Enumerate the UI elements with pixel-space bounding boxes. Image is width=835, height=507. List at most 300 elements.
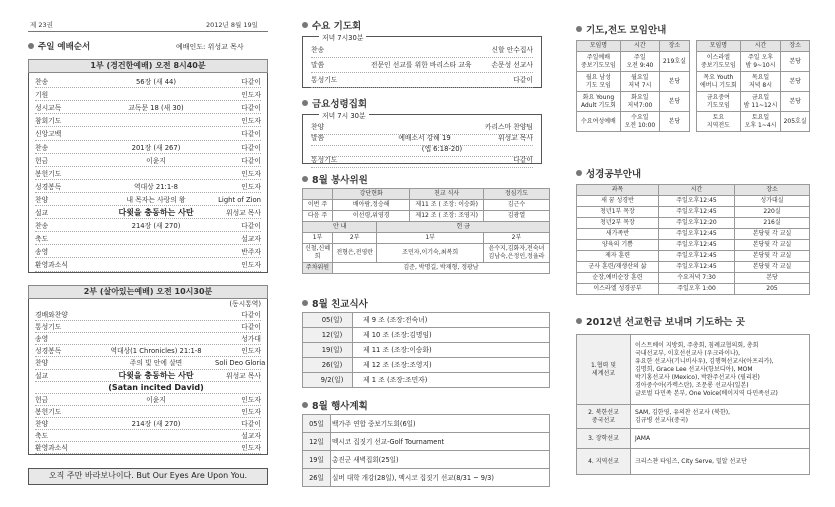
bible-cell: 주일오후12:20 xyxy=(659,218,735,229)
bible-cell: 순장,예비순장 훈련 xyxy=(577,273,659,284)
order-detail: 이윤지 xyxy=(146,395,166,404)
order-detail: 교독문 18 (새 30) xyxy=(128,104,184,113)
event-cell: 05일 xyxy=(303,415,331,433)
program-detail: 예배소서 강해 19 xyxy=(398,133,451,142)
order-leader: 성가대 xyxy=(241,335,261,344)
bible-cell: 주일오후12:45 xyxy=(659,207,735,218)
servers-cell: 전형은,전영란 xyxy=(333,244,377,263)
fellowship-cell: 9/2(일) xyxy=(303,373,353,388)
prayer-cell: 목요 Youth 에버니 기도회 xyxy=(697,72,741,92)
mission-cell: 크리스챤 타임즈, City Serve, 밀알 선교단 xyxy=(631,449,810,475)
servers-cell: 윤수지,김화자,전숙녀 김남숙,은정인,정율라 xyxy=(483,244,549,263)
wednesday-box xyxy=(302,36,542,88)
order-detail xyxy=(97,333,215,344)
order-detail: 역대상(1 Chronicles) 21:1-8 xyxy=(110,347,202,356)
order-item: 찬양 xyxy=(35,419,49,428)
bible-cell: 군사 훈련/재생산의 삶 xyxy=(577,262,659,273)
order-leader: 위성교 목사 xyxy=(226,371,261,380)
order-detail: 214장 (새 270) xyxy=(131,419,181,428)
prayer-col: 모임명 xyxy=(577,41,621,52)
bible-cell: 주일오후12:45 xyxy=(659,196,735,207)
prayer-cell: 화요 Young Adult 기도회 xyxy=(577,92,621,112)
order-leader: Soli Deo Gloria xyxy=(215,359,266,368)
table-row xyxy=(577,262,810,273)
bible-cell: 제자 훈련 xyxy=(577,251,659,262)
order-row xyxy=(35,102,261,114)
program-leader: 손문성 선교사 xyxy=(491,60,533,69)
order-row xyxy=(35,220,261,232)
program-detail: (엡 6:18-20) xyxy=(421,144,463,153)
bible-cell: 본당뒷 각 교실 xyxy=(735,240,810,251)
order-item: 성시교독 xyxy=(35,104,62,113)
order-row xyxy=(35,418,261,430)
mission-title: 2012년 선교헌금 보내며 기도하는 곳 xyxy=(586,317,745,328)
servers-cell: 조민자,이기숙,최복희 xyxy=(377,244,483,263)
fellowship-cell: 19(일) xyxy=(303,343,353,358)
friday-heading xyxy=(302,96,367,110)
servers-table-wrap xyxy=(302,188,550,274)
mission-heading xyxy=(576,314,745,328)
first-service-box xyxy=(28,59,268,273)
servers-cell: 주차위원 xyxy=(303,263,333,274)
bible-cell: 주일오후12:45 xyxy=(659,229,735,240)
prayer-col: 장소 xyxy=(781,41,810,52)
servers-cell: 제12 조 ( 조장: 조영지) xyxy=(410,211,483,222)
bullet-icon xyxy=(576,318,582,324)
mission-cell: JAMA xyxy=(631,429,810,449)
prayer-col: 장소 xyxy=(659,41,689,52)
order-detail xyxy=(97,309,215,320)
prayer-right-table xyxy=(696,40,810,132)
order-row xyxy=(35,115,261,127)
order-item: 송영 xyxy=(35,248,49,257)
fellowship-cell: 12(일) xyxy=(303,328,353,343)
program-row xyxy=(311,72,533,88)
servers-cell: 김준, 박명길, 박재형, 정광남 xyxy=(333,263,550,274)
servers-cell: 김근수 xyxy=(483,200,549,211)
program-item: 말씀 xyxy=(311,60,325,69)
order-leader: 반주자 xyxy=(241,248,261,257)
servers-col: 강단현화 xyxy=(333,189,410,200)
bible-cell: 본당 xyxy=(735,273,810,284)
prayer-cell: 월요 남성 기도 모임 xyxy=(577,72,621,92)
table-row xyxy=(577,112,690,132)
order-detail xyxy=(97,406,215,417)
servers-subcol: 1부 xyxy=(303,233,333,244)
order-row xyxy=(35,259,261,271)
prayer-cell: 토요 지역전도 xyxy=(697,112,741,132)
table-row xyxy=(577,335,810,405)
fellowship-cell: 26(일) xyxy=(303,358,353,373)
bullet-icon xyxy=(302,176,308,182)
first-service-title: 1부 (경건한예배) 오전 8시40분 xyxy=(28,59,268,73)
order-detail xyxy=(97,128,215,139)
program-leader: 신할 안수집사 xyxy=(491,45,533,54)
prayer-cell: 목요일 저녁 8시 xyxy=(740,72,781,92)
mission-cell: 4. 지역선교 xyxy=(577,449,631,475)
order-row xyxy=(35,394,261,406)
table-row xyxy=(577,284,810,295)
program-row xyxy=(311,152,533,168)
fellowship-cell: 제 11 조 (조장:이승화) xyxy=(353,343,550,358)
table-row xyxy=(577,240,810,251)
order-leader: 인도자 xyxy=(241,395,261,404)
order-leader: 위성교 목사 xyxy=(226,209,261,217)
table-row xyxy=(697,72,810,92)
order-item: 설교 xyxy=(35,209,49,217)
order-leader: 인도자 xyxy=(241,261,261,270)
program-leader: 다같이 xyxy=(513,75,533,84)
servers-cell: 이번 주 xyxy=(303,200,333,211)
order-item: 찬송 xyxy=(35,143,49,152)
program-detail: 전문인 선교를 위한 바리스타 교육 xyxy=(370,60,472,69)
bullet-icon xyxy=(302,22,308,28)
order-item: 경배와찬양 xyxy=(35,311,68,319)
program-leader: 위성교 목사 xyxy=(498,133,533,142)
table-row xyxy=(303,433,550,451)
second-service-box xyxy=(28,285,268,455)
friday-time: 저녁 7시 30분 xyxy=(319,110,369,120)
order-leader: 다같이 xyxy=(241,222,261,231)
bullet-icon xyxy=(302,402,308,408)
event-cell: 백가주 연합 중보기도회(6일) xyxy=(331,415,550,433)
bullet-icon xyxy=(302,300,308,306)
order-item: 통성기도 xyxy=(35,323,62,332)
fellowship-table xyxy=(302,312,550,388)
events-table-wrap xyxy=(302,414,550,487)
sunday-order-title: 주일 예배순서 xyxy=(38,42,91,52)
header-rule xyxy=(28,31,268,32)
bible-table-wrap xyxy=(576,184,810,295)
order-detail xyxy=(97,430,215,441)
order-item: 봉헌기도 xyxy=(35,407,62,416)
prayer-cell: 화요일 저녁7:00 xyxy=(620,92,659,112)
order-row xyxy=(35,89,261,101)
servers-subcol: 2부 xyxy=(333,233,377,244)
order-item: 환영과소식 xyxy=(35,261,68,270)
bible-cell: 본당뒷 각 교실 xyxy=(735,229,810,240)
order-leader: 다같이 xyxy=(241,419,261,428)
event-cell: 12일 xyxy=(303,433,331,451)
order-row xyxy=(35,207,261,219)
bible-cell: 본당뒷 각 교실 xyxy=(735,251,810,262)
table-row xyxy=(577,229,810,240)
order-detail: 56장 (새 44) xyxy=(135,78,177,86)
wednesday-title: 수요 기도회 xyxy=(312,21,362,32)
mission-cell: SAM, 김한영, 유의찬 선교사 (북한), 김규병 선교사(중국) xyxy=(631,405,810,429)
event-cell: 26일 xyxy=(303,469,331,487)
order-leader: 다같이 xyxy=(241,156,261,165)
bulletin-date: 2012년 8월 19일 xyxy=(206,21,258,29)
table-row xyxy=(303,373,550,388)
order-leader: 다같이 xyxy=(241,323,261,332)
footer-motto: 오직 주만 바라보나이다. But Our Eyes Are Upon You. xyxy=(28,468,268,485)
servers-col: 친교 식사 xyxy=(410,189,483,200)
order-row xyxy=(35,321,261,333)
order-row xyxy=(35,406,261,418)
order-item: 헌금 xyxy=(35,395,49,404)
mission-cell: 2. 북한선교 중국선교 xyxy=(577,405,631,429)
fellowship-cell: 제 10 조 (조장:김명임) xyxy=(353,328,550,343)
friday-box xyxy=(302,114,542,164)
order-item: 신앙고백 xyxy=(35,130,62,139)
fellowship-cell: 제 12 조 (조장:조영지) xyxy=(353,358,550,373)
table-row xyxy=(697,52,810,72)
bible-heading xyxy=(576,166,641,180)
bible-cell: 새가족반 xyxy=(577,229,659,240)
fellowship-table-wrap xyxy=(302,312,550,388)
order-detail xyxy=(97,115,215,126)
bullet-icon xyxy=(576,170,582,176)
fellowship-cell: 제 1 조 (조장:조민자) xyxy=(353,373,550,388)
prayer-cell: 본당 xyxy=(659,92,689,112)
table-row xyxy=(577,92,690,112)
order-item: 축도 xyxy=(35,432,49,440)
event-cell: 멕시코 집짓기 선교-Golf Tournament xyxy=(331,433,550,451)
order-row xyxy=(35,357,266,369)
bible-cell: 양육의 기쁨 xyxy=(577,240,659,251)
prayer-cell: 토요일 오후 1~4시 xyxy=(740,112,781,132)
bible-cell: 본당뒷 각 교실 xyxy=(735,262,810,273)
table-row xyxy=(697,112,810,132)
event-cell: 총진군 새벽집회(25일) xyxy=(331,451,550,469)
servers-cell: 김광열 xyxy=(483,211,549,222)
order-leader: 인도자 xyxy=(241,169,261,178)
order-leader: 인도자 xyxy=(241,182,261,191)
servers-subcol: 2부 xyxy=(483,233,549,244)
prayer-heading xyxy=(576,22,666,36)
table-header-row xyxy=(577,185,810,196)
servers-cell: 이선령,위영경 xyxy=(333,211,410,222)
prayer-col: 시간 xyxy=(620,41,659,52)
servers-cell: 제11 조 ( 조장: 이승화) xyxy=(410,200,483,211)
bible-cell: 216실 xyxy=(735,218,810,229)
order-item: 환영과소식 xyxy=(35,444,68,453)
prayer-cell: 본당 xyxy=(659,72,689,92)
servers-col: 안 내 xyxy=(303,222,377,233)
order-row xyxy=(35,345,261,357)
prayer-right-wrap xyxy=(696,40,810,132)
table-row xyxy=(303,415,550,433)
bible-col: 시간 xyxy=(659,185,735,196)
order-item: 설교 xyxy=(35,371,49,380)
table-row xyxy=(303,469,550,487)
order-detail xyxy=(97,259,215,270)
order-row xyxy=(35,309,261,321)
bible-cell: 청년1부 목장 xyxy=(577,207,659,218)
interpretation-note: (동시통역) xyxy=(229,300,261,308)
program-item: 통성기도 xyxy=(311,155,338,164)
order-item: 성경봉독 xyxy=(35,347,62,356)
program-leader: 다같이 xyxy=(513,155,533,164)
order-leader: 설교자 xyxy=(241,235,261,244)
bible-title: 성경공부안내 xyxy=(586,169,642,180)
order-leader: 다같이 xyxy=(241,143,261,152)
order-leader: 다같이 xyxy=(241,104,261,113)
bible-col: 장소 xyxy=(735,185,810,196)
table-row xyxy=(577,196,810,207)
table-row xyxy=(303,328,550,343)
order-detail xyxy=(97,442,215,453)
servers-cell: 배아람,정승해 xyxy=(333,200,410,211)
order-leader: 인도자 xyxy=(241,91,261,100)
order-item: 참회기도 xyxy=(35,117,62,126)
prayer-cell: 수요여성예배 xyxy=(577,112,621,132)
table-row xyxy=(697,92,810,112)
prayer-left-table xyxy=(576,40,690,132)
order-leader: Light of Zion xyxy=(218,195,261,204)
order-row xyxy=(35,246,261,258)
servers-heading xyxy=(302,172,368,186)
order-row xyxy=(35,333,261,345)
bible-cell: 청년2부 목장 xyxy=(577,218,659,229)
table-row xyxy=(303,358,550,373)
prayer-title: 기도,전도 모임안내 xyxy=(586,25,667,36)
order-row xyxy=(35,181,261,193)
bullet-icon xyxy=(302,100,308,106)
mission-table-wrap xyxy=(576,334,810,475)
event-cell: 19일 xyxy=(303,451,331,469)
bible-col: 과목 xyxy=(577,185,659,196)
bible-table xyxy=(576,184,810,295)
wednesday-heading xyxy=(302,18,361,32)
order-detail: 내 목자는 사랑의 왕 xyxy=(126,195,186,204)
fellowship-cell: 05(일) xyxy=(303,313,353,328)
program-item: 통성기도 xyxy=(311,75,338,84)
order-item: 송영 xyxy=(35,335,49,344)
order-item: 헌금 xyxy=(35,156,49,165)
order-leader xyxy=(215,382,261,393)
prayer-cell: 주일예배 중보기도모임 xyxy=(577,52,621,72)
second-service-title: 2부 (살아있는예배) 오전 10시30분 xyxy=(28,285,268,299)
order-row xyxy=(35,142,261,154)
order-item: 성경봉독 xyxy=(35,182,62,191)
order-detail xyxy=(97,89,215,100)
order-leader: 인도자 xyxy=(241,347,261,356)
bible-cell: 주일오후12:45 xyxy=(659,262,735,273)
order-detail: 214장 (새 270) xyxy=(131,222,181,231)
order-row xyxy=(35,370,261,382)
order-item: 찬송 xyxy=(35,78,49,86)
prayer-cell: 금요일 밤 11~12시 xyxy=(740,92,781,112)
sunday-order-heading xyxy=(28,40,90,52)
table-row xyxy=(303,343,550,358)
order-detail xyxy=(97,246,215,257)
table-row xyxy=(577,218,810,229)
servers-cell: 다음 주 xyxy=(303,211,333,222)
table-row xyxy=(577,207,810,218)
servers-subcol: 1부 xyxy=(377,233,483,244)
order-detail: 이윤지 xyxy=(146,156,166,165)
mission-cell: 1.협력 및 세계선교 xyxy=(577,335,631,405)
order-leader: 다같이 xyxy=(241,311,261,319)
fellowship-heading xyxy=(302,296,368,310)
table-row xyxy=(577,52,690,72)
order-detail: 역대상 21:1-8 xyxy=(134,182,178,191)
order-detail xyxy=(97,321,215,332)
prayer-col: 시간 xyxy=(740,41,781,52)
order-detail: 다윗을 충동하는 사탄 xyxy=(118,208,194,217)
order-leader: 인도자 xyxy=(241,407,261,416)
program-leader: 카리스마 찬양팀 xyxy=(484,122,533,131)
prayer-left-wrap xyxy=(576,40,690,132)
table-header-row xyxy=(697,41,810,52)
bible-cell: 새 꿈 성경반 xyxy=(577,196,659,207)
table-row xyxy=(577,405,810,429)
program-row xyxy=(311,42,533,58)
program-row xyxy=(311,57,533,73)
order-row xyxy=(35,442,261,454)
prayer-cell: 219호실 xyxy=(659,52,689,72)
bible-cell: 주일오후12:45 xyxy=(659,251,735,262)
servers-table xyxy=(302,188,550,274)
order-detail: 201장 (새 267) xyxy=(131,143,181,152)
order-item: 찬양 xyxy=(35,359,49,368)
table-row xyxy=(577,449,810,475)
order-leader: 다같이 xyxy=(241,130,261,139)
order-detail: (Satan incited David) xyxy=(108,382,204,392)
order-row xyxy=(35,76,261,88)
prayer-cell: 본당 xyxy=(781,92,810,112)
wednesday-time: 저녁 7시30분 xyxy=(319,32,366,42)
prayer-cell: 본당 xyxy=(781,72,810,92)
bible-cell: 205 xyxy=(735,284,810,295)
bullet-icon xyxy=(576,26,582,32)
table-row xyxy=(303,313,550,328)
servers-cell: 신철,신혜희 xyxy=(303,244,333,263)
blank-cell xyxy=(303,189,333,200)
order-leader: 설교자 xyxy=(241,432,261,440)
prayer-cell: 주일 오전 9:40 xyxy=(620,52,659,72)
events-heading xyxy=(302,398,368,412)
servers-col: 헌 금 xyxy=(377,222,550,233)
issue-number: 제 23권 xyxy=(30,21,53,29)
bullet-icon xyxy=(28,43,34,49)
friday-title: 금요성령집회 xyxy=(312,99,368,110)
order-item: 봉헌기도 xyxy=(35,169,62,178)
bible-cell: 주일오후 1:00 xyxy=(659,284,735,295)
program-item: 찬송 xyxy=(311,45,325,54)
mission-cell: 이스트베이 지방회, 주총회, 침례교협의회, 총회 국내선교부, 이호선선교사 (우크라이나), 유요한 선교사(기니비사우), 김행혁선교사(아프리카), 김명희, Grace Lee 선교사(항보디아), MOM 박기홍선교사 (Mexico), 박완주선교사 (필리핀) 경아중수아(카렉스탄), 조문롱 선교사(일본) 글로벌 다민족 본부, One Voice(베이지역 다민족선교) xyxy=(631,335,810,405)
order-leader: 다같이 xyxy=(241,78,261,86)
mission-table xyxy=(576,334,810,475)
order-leader: 인도자 xyxy=(241,444,261,453)
prayer-cell: 205호실 xyxy=(781,112,810,132)
order-row xyxy=(35,430,261,442)
bible-cell: 성가대실 xyxy=(735,196,810,207)
prayer-cell: 금요중여 기도모임 xyxy=(697,92,741,112)
order-row xyxy=(35,128,261,140)
fellowship-title: 8월 친교식사 xyxy=(312,299,368,310)
table-header-row xyxy=(577,41,690,52)
prayer-cell: 본당 xyxy=(659,112,689,132)
prayer-cell: 수요일 오전 10:00 xyxy=(620,112,659,132)
table-row xyxy=(577,429,810,449)
fellowship-cell: 제 9 조 (조장:전숙녀) xyxy=(353,313,550,328)
events-title: 8월 행사계획 xyxy=(312,401,368,412)
bible-cell: 수요저녁 7:30 xyxy=(659,273,735,284)
program-item: 찬양 xyxy=(311,122,325,131)
table-row xyxy=(303,451,550,469)
bible-cell: 주일오후12:45 xyxy=(659,240,735,251)
order-row xyxy=(35,155,261,167)
event-cell: 실버 대학 개강(28일), 멕시코 집짓기 선교(8/31 ~ 9/3) xyxy=(331,469,550,487)
order-detail: 다윗을 충동하는 사탄 xyxy=(118,370,194,380)
prayer-cell: 이스라엘 중보기도모임 xyxy=(697,52,741,72)
order-row xyxy=(35,233,261,245)
table-row xyxy=(577,273,810,284)
order-item xyxy=(35,382,97,393)
